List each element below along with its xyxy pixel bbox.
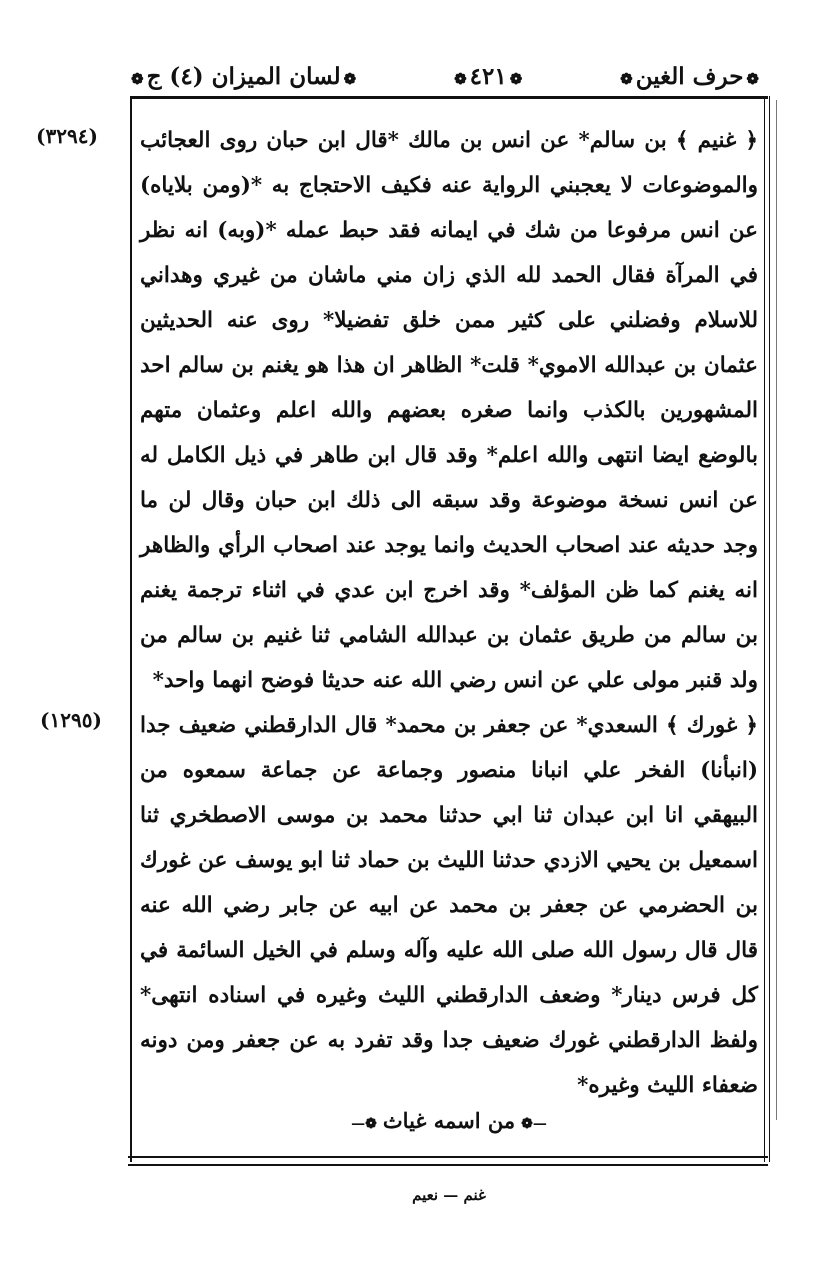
main-text xyxy=(140,118,758,1108)
frame-right-rule xyxy=(764,96,770,1162)
ornament-icon: ❁ xyxy=(509,69,523,88)
entry-number-1: (٣٢٩٤) xyxy=(36,124,98,148)
frame-left-rule xyxy=(130,96,132,1162)
ornament-icon: ❁— xyxy=(351,1116,377,1132)
frame-top-rule xyxy=(132,96,768,99)
catchword-footer: غنم — نعيم xyxy=(412,1186,486,1204)
entry-ghawrak: ﴿ غورك ﴾ السعدي* عن جعفر بن محمد* قال الدارقطني ضعيف جدا (انبأنا) الفخر علي انبانا منصور وجماعة عن جماعة سمعوه من البيهقي انا ابن عبدان ثنا ابي حدثنا محمد بن موسى الاصطخري ثنا اسمعيل بن يحيي الازدي حدثنا الليث بن حماد ثنا ابو يوسف عن غورك بن الحضرمي عن جعفر بن محمد عن ابيه عن جابر رضي الله عنه قال قال رسول الله صلى الله عليه وآله وسلم في الخيل السائمة في كل فرس دينار* وضعف الدارقطني الليث وغيره في اسناده انتهى* ولفظ الدارقطني غورك ضعيف جدا وقد تفرد به عن جعفر ومن دونه ضعفاء الليث وغيره* xyxy=(140,713,758,1098)
outer-margin-rule xyxy=(776,100,777,1120)
running-title-right: ❁حرف الغين❁ xyxy=(620,62,759,90)
section-heading: —❁من اسمه غياث❁— xyxy=(351,1108,547,1133)
ornament-icon: ❁ xyxy=(454,69,467,88)
entry-number-2: (١٢٩٥) xyxy=(40,708,102,732)
ornament-icon: ❁ xyxy=(620,69,633,88)
frame-bottom-rule xyxy=(128,1156,768,1166)
running-title-left: ❁لسان الميزان (٤) ج❁ xyxy=(131,62,357,90)
entry-ghunaym: ﴿ غنيم ﴾ بن سالم* عن انس بن مالك *قال ابن حبان روى العجائب والموضوعات لا يعجبني الرواية عنه فكيف الاحتجاج به *(ومن بلاياه) عن انس مرفوعا من شك في ايمانه فقد حبط عمله *(وبه) انه نظر في المرآة فقال الحمد لله الذي زان مني ماشان من غيري وهداني للاسلام وفضلني على كثير ممن خلق تفضيلا* روى عنه الحديثين عثمان بن عبدالله الاموي* قلت* الظاهر ان هذا هو يغنم بن سالم احد المشهورين بالكذب وانما صغره بعضهم والله اعلم وعثمان متهم بالوضع ايضا انتهى والله اعلم* وقد قال ابن طاهر في ذيل الكامل له عن انس نسخة موضوعة وقد سبقه الى ذلك ابن حبان وقال لن ما وجد حديثه عند اصحاب الحديث وانما يوجد عند اصحاب الرأي والظاهر انه يغنم كما ظن المؤلف* وقد اخرج ابن عدي في اثناء ترجمة يغنم بن سالم من طريق عثمان بن عبدالله الشامي ثنا غنيم بن سالم من ولد قنبر مولى علي عن انس رضي الله عنه حديثا فوضح انهما واحد* xyxy=(140,128,758,693)
ornament-icon: —❁ xyxy=(521,1116,547,1132)
page-number: ❁٤٢١❁ xyxy=(454,62,523,90)
ornament-icon: ❁ xyxy=(746,69,759,88)
page-header xyxy=(128,58,762,94)
ornament-icon: ❁ xyxy=(343,69,357,88)
ornament-icon: ❁ xyxy=(131,69,144,88)
